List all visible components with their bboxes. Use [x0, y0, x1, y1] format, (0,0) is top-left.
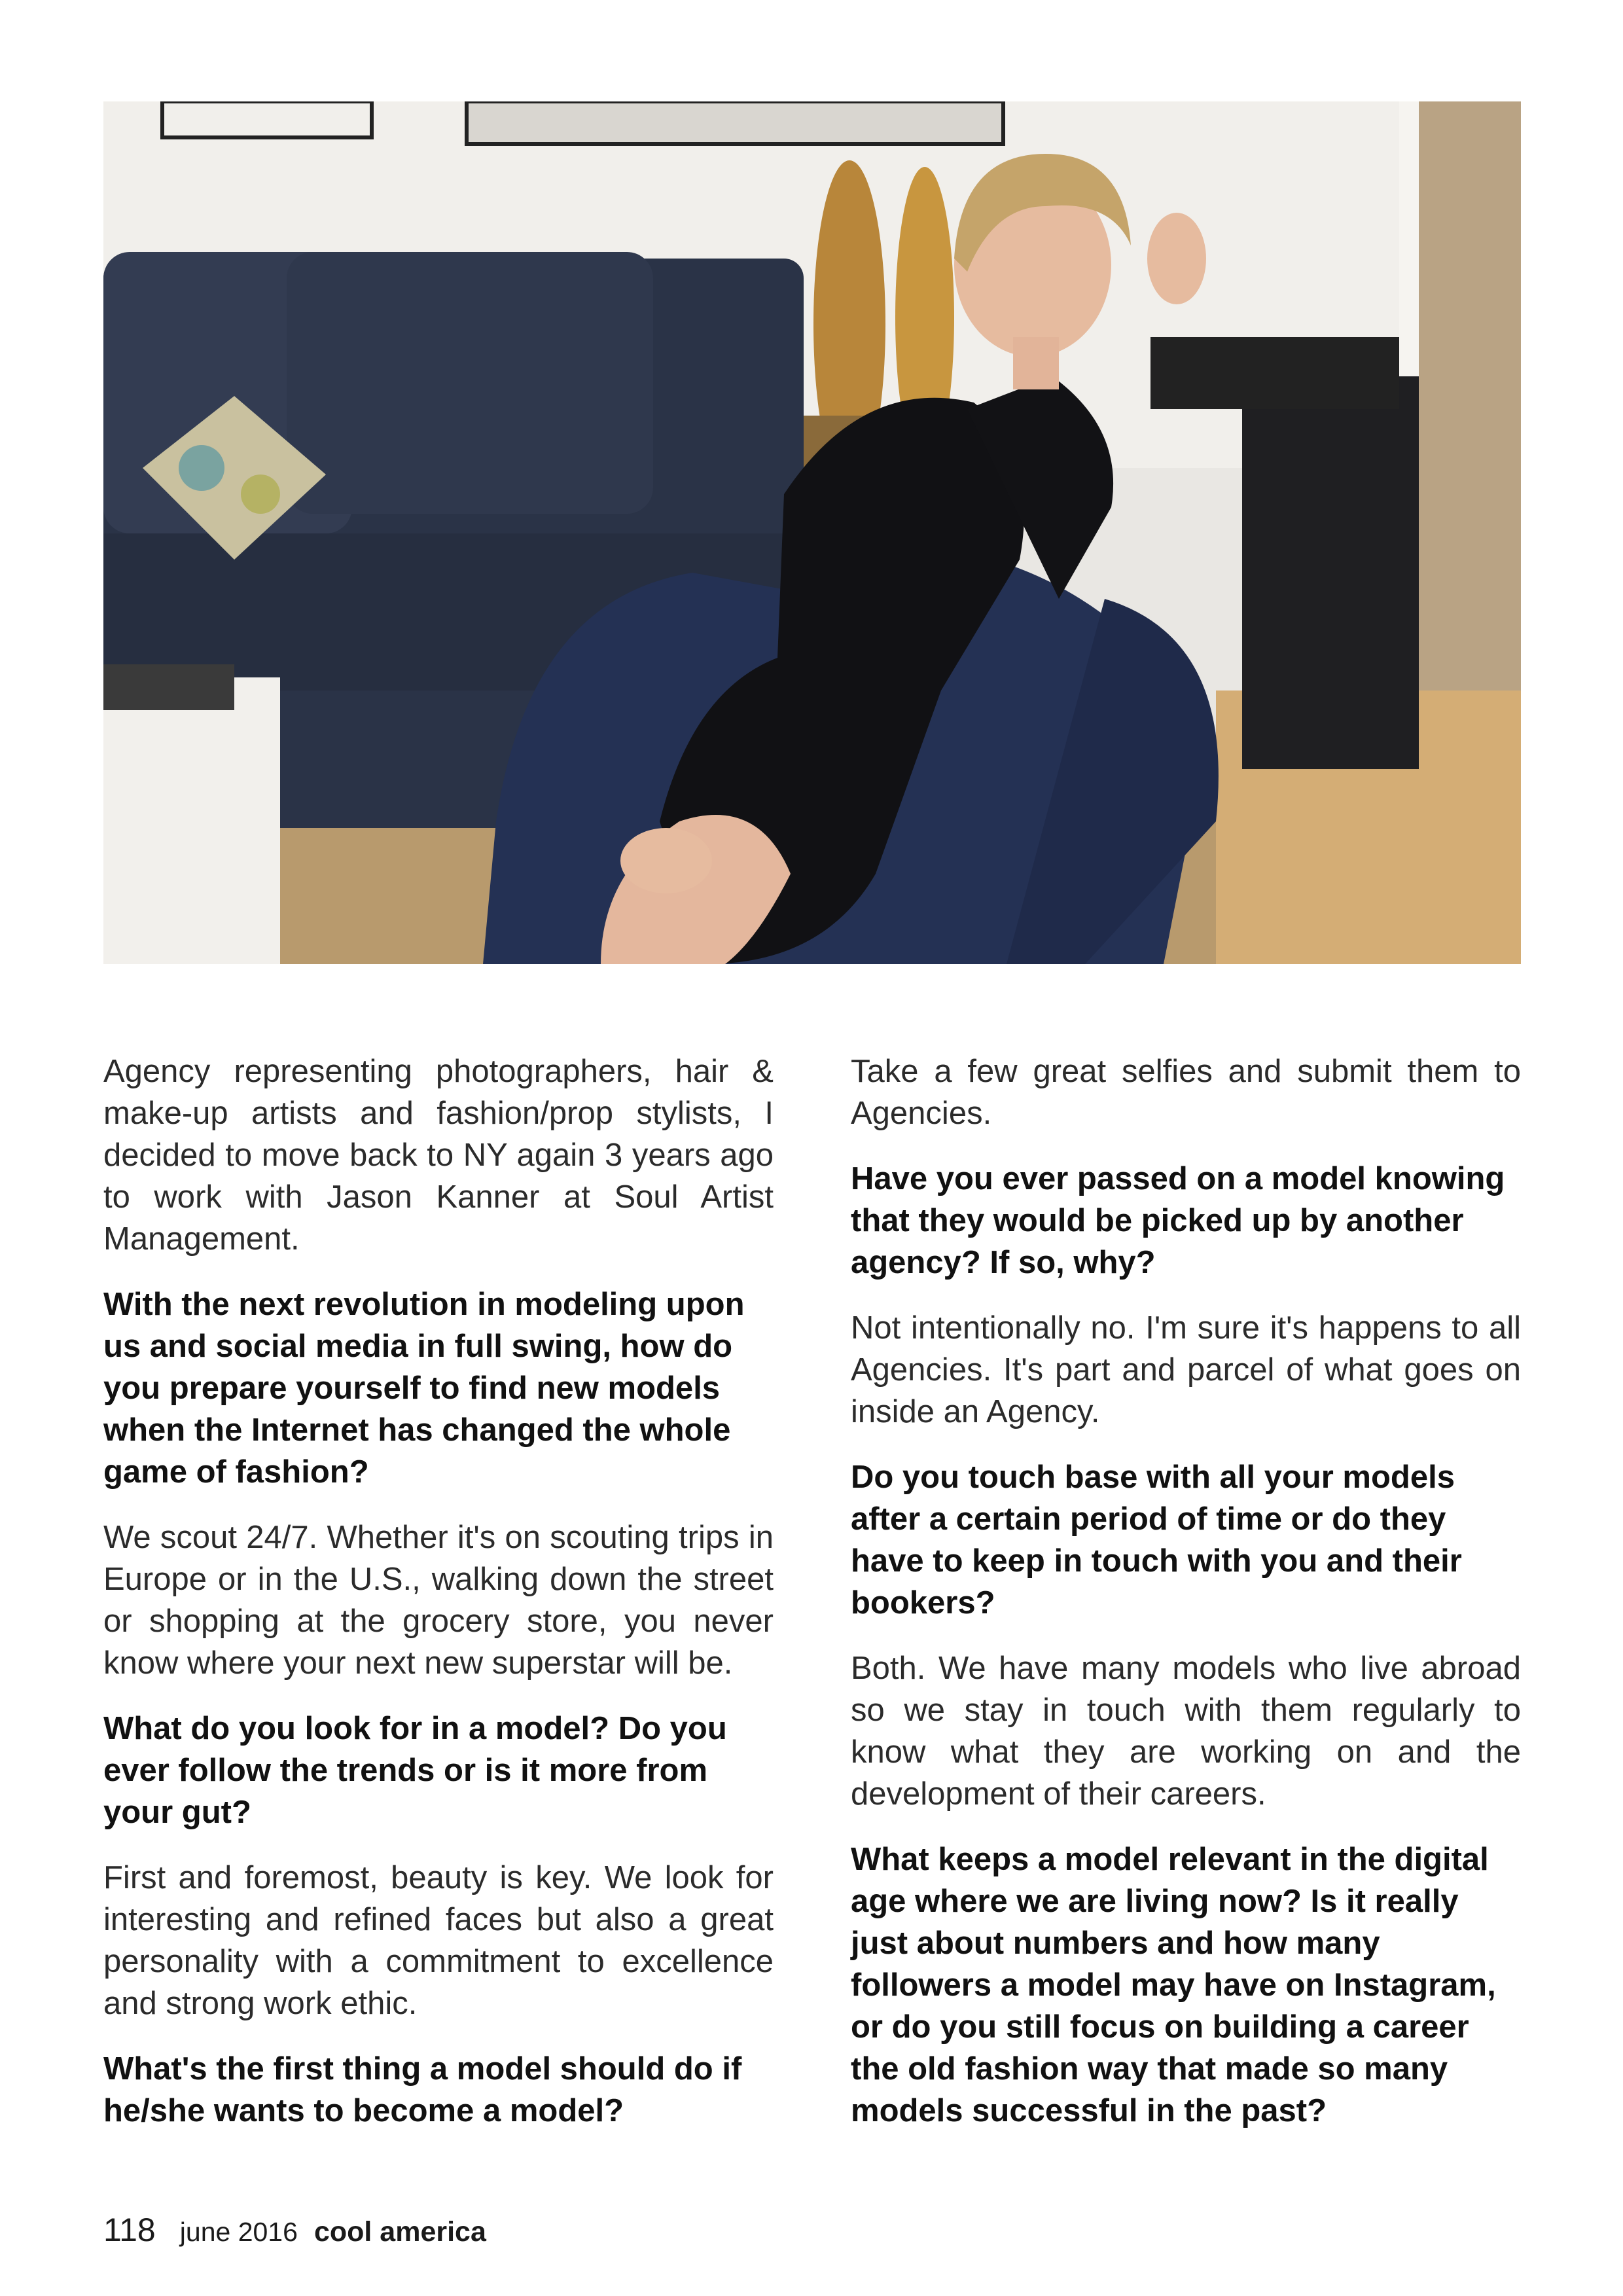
- portrait-photo: [103, 101, 1521, 964]
- question-text: With the next revolution in modeling upon us and social media in full swing, how do you prepare yourself to find new models when the Internet has changed the whole game of fashion?: [103, 1287, 745, 1490]
- question-text: What keeps a model relevant in the digital age where we are living now? Is it really just about numbers and how many followers a model may have on Instagram, or do you still focus on building a career the old fashion way that made so many models successful in the past?: [851, 1842, 1496, 2128]
- left-column: [103, 1050, 774, 2155]
- magazine-name: cool america: [313, 2216, 486, 2248]
- issue-date: june 2016: [179, 2217, 298, 2247]
- question-text: Do you touch base with all your models after a certain period of time or do they have to keep in touch with you and their bookers?: [851, 1460, 1462, 1621]
- answer-text: Both. We have many models who live abroad so we stay in touch with them regularly to know what they are working on and the development of their careers.: [851, 1651, 1521, 1812]
- answer-text: First and foremost, beauty is key. We look for interesting and refined faces but also a great personality with a commitment to excellence and strong work ethic.: [103, 1860, 774, 2021]
- question-text: What's the first thing a model should do if he/she wants to become a model?: [103, 2051, 742, 2128]
- answer-text: Agency representing photographers, hair & make-up artists and fashion/prop stylists, I decided to move back to NY again 3 years ago to work with Jason Kanner at Soul Artist Management.: [103, 1054, 774, 1257]
- answer-text: Take a few great selfies and submit them to Agencies.: [851, 1054, 1521, 1131]
- answer-text: We scout 24/7. Whether it's on scouting trips in Europe or in the U.S., walking down the street or shopping at the grocery store, you never know where your next new superstar will be.: [103, 1520, 774, 1681]
- right-column: [851, 1050, 1521, 2155]
- answer-text: Not intentionally no. I'm sure it's happens to all Agencies. It's part and parcel of what goes on inside an Agency.: [851, 1310, 1521, 1429]
- question-text: What do you look for in a model? Do you ever follow the trends or is it more from your gut?: [103, 1711, 727, 1830]
- page-number: 118: [103, 2212, 156, 2248]
- question-text: Have you ever passed on a model knowing that they would be picked up by another agency? If so, why?: [851, 1161, 1505, 1280]
- page-footer: [103, 2211, 486, 2249]
